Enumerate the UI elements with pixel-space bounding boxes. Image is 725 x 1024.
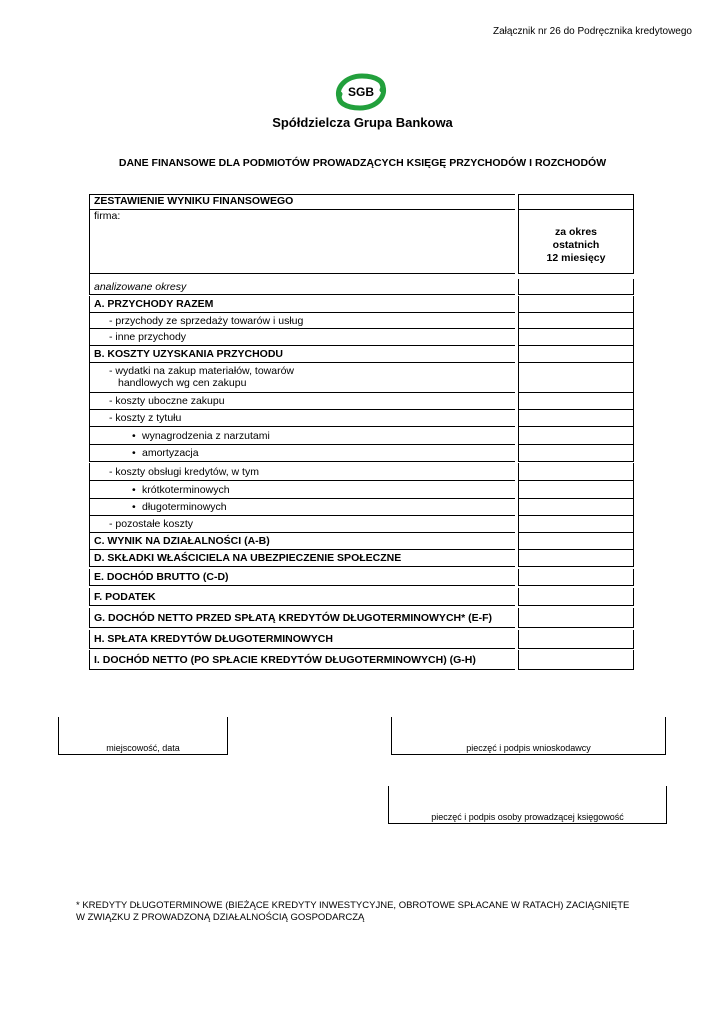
- row-label: - koszty obsługi kredytów, w tym: [89, 463, 515, 481]
- table-row: [89, 296, 634, 313]
- table-header-title: ZESTAWIENIE WYNIKU FINANSOWEGO: [89, 194, 515, 210]
- row-label: - wydatki na zakup materiałów, towarów handlowych wg cen zakupu: [89, 363, 515, 393]
- table-row: [89, 463, 634, 481]
- table-row: [89, 630, 634, 649]
- value-cell[interactable]: [518, 363, 634, 393]
- row-label: • długoterminowych: [89, 499, 515, 516]
- applicant-signature-field[interactable]: pieczęć i podpis wnioskodawcy: [391, 717, 666, 755]
- table-row: [89, 329, 634, 346]
- table-row: [89, 550, 634, 567]
- value-cell[interactable]: [518, 313, 634, 329]
- row-label: B. KOSZTY UZYSKANIA PRZYCHODU: [89, 346, 515, 363]
- table-row: [89, 445, 634, 462]
- value-cell[interactable]: [518, 650, 634, 670]
- value-cell[interactable]: [518, 533, 634, 550]
- value-cell[interactable]: [518, 393, 634, 410]
- value-cell[interactable]: [518, 630, 634, 649]
- row-label: G. DOCHÓD NETTO PRZED SPŁATĄ KREDYTÓW DŁUGOTERMINOWYCH* (E-F): [89, 608, 515, 628]
- table-row: [89, 427, 634, 445]
- financial-table: [89, 194, 634, 670]
- value-cell[interactable]: [518, 445, 634, 462]
- firm-field[interactable]: [89, 210, 515, 274]
- row-label: H. SPŁATA KREDYTÓW DŁUGOTERMINOWYCH: [89, 630, 515, 649]
- row-label: - koszty z tytułu: [89, 410, 515, 427]
- value-cell[interactable]: [518, 296, 634, 313]
- value-cell[interactable]: [518, 279, 634, 295]
- row-label: I. DOCHÓD NETTO (PO SPŁACIE KREDYTÓW DŁUGOTERMINOWYCH) (G-H): [89, 650, 515, 670]
- table-row: [89, 588, 634, 606]
- table-row: [89, 650, 634, 670]
- value-cell[interactable]: [518, 427, 634, 445]
- firm-label: firma:: [94, 210, 121, 222]
- value-cell[interactable]: [518, 481, 634, 499]
- row-label: A. PRZYCHODY RAZEM: [89, 296, 515, 313]
- sgb-logo: [332, 70, 390, 112]
- value-cell[interactable]: [518, 550, 634, 567]
- row-label: - koszty uboczne zakupu: [89, 393, 515, 410]
- row-label: F. PODATEK: [89, 588, 515, 606]
- table-row: [89, 279, 634, 295]
- value-cell[interactable]: [518, 410, 634, 427]
- value-cell[interactable]: [518, 194, 634, 210]
- row-label: • krótkoterminowych: [89, 481, 515, 499]
- table-row: [89, 313, 634, 329]
- row-label: • amortyzacja: [89, 445, 515, 462]
- value-cell[interactable]: [518, 569, 634, 586]
- table-row: [89, 516, 634, 533]
- row-label: - inne przychody: [89, 329, 515, 346]
- table-row: [89, 481, 634, 499]
- attachment-note: Załącznik nr 26 do Podręcznika kredytowego: [493, 26, 692, 37]
- table-row: [89, 410, 634, 427]
- value-cell[interactable]: [518, 588, 634, 606]
- organization-name: Spółdzielcza Grupa Bankowa: [272, 115, 453, 130]
- row-label: D. SKŁADKI WŁAŚCICIELA NA UBEZPIECZENIE SPOŁECZNE: [89, 550, 515, 567]
- accountant-signature-field[interactable]: pieczęć i podpis osoby prowadzącej księgowość: [388, 786, 667, 824]
- document-title: DANE FINANSOWE DLA PODMIOTÓW PROWADZĄCYCH KSIĘGĘ PRZYCHODÓW I ROZCHODÓW: [118, 157, 607, 169]
- row-label: C. WYNIK NA DZIAŁALNOŚCI (A-B): [89, 533, 515, 550]
- place-date-field[interactable]: miejscowość, data: [58, 717, 228, 755]
- footnote: * KREDYTY DŁUGOTERMINOWE (BIEŻĄCE KREDYTY INWESTYCYJNE, OBROTOWE SPŁACANE W RATACH) ZACIĄGNIĘTE W ZWIĄZKU Z PROWADZONĄ DZIAŁALNOŚCIĄ GOSPODARCZĄ: [76, 900, 630, 923]
- row-label: - przychody ze sprzedaży towarów i usług: [89, 313, 515, 329]
- table-row: [89, 346, 634, 363]
- row-label: analizowane okresy: [89, 279, 515, 295]
- period-column-header: za okres ostatnich 12 miesięcy: [518, 210, 634, 274]
- table-row: [89, 608, 634, 628]
- row-label: • wynagrodzenia z narzutami: [89, 427, 515, 445]
- table-row: [89, 393, 634, 410]
- value-cell[interactable]: [518, 499, 634, 516]
- value-cell[interactable]: [518, 516, 634, 533]
- logo-text: SGB: [347, 85, 375, 99]
- table-row: [89, 499, 634, 516]
- table-row: [89, 363, 634, 393]
- row-label: E. DOCHÓD BRUTTO (C-D): [89, 569, 515, 586]
- table-row: [89, 533, 634, 550]
- value-cell[interactable]: [518, 608, 634, 628]
- value-cell[interactable]: [518, 346, 634, 363]
- value-cell[interactable]: [518, 329, 634, 346]
- value-cell[interactable]: [518, 463, 634, 481]
- row-label: - pozostałe koszty: [89, 516, 515, 533]
- table-row: [89, 569, 634, 586]
